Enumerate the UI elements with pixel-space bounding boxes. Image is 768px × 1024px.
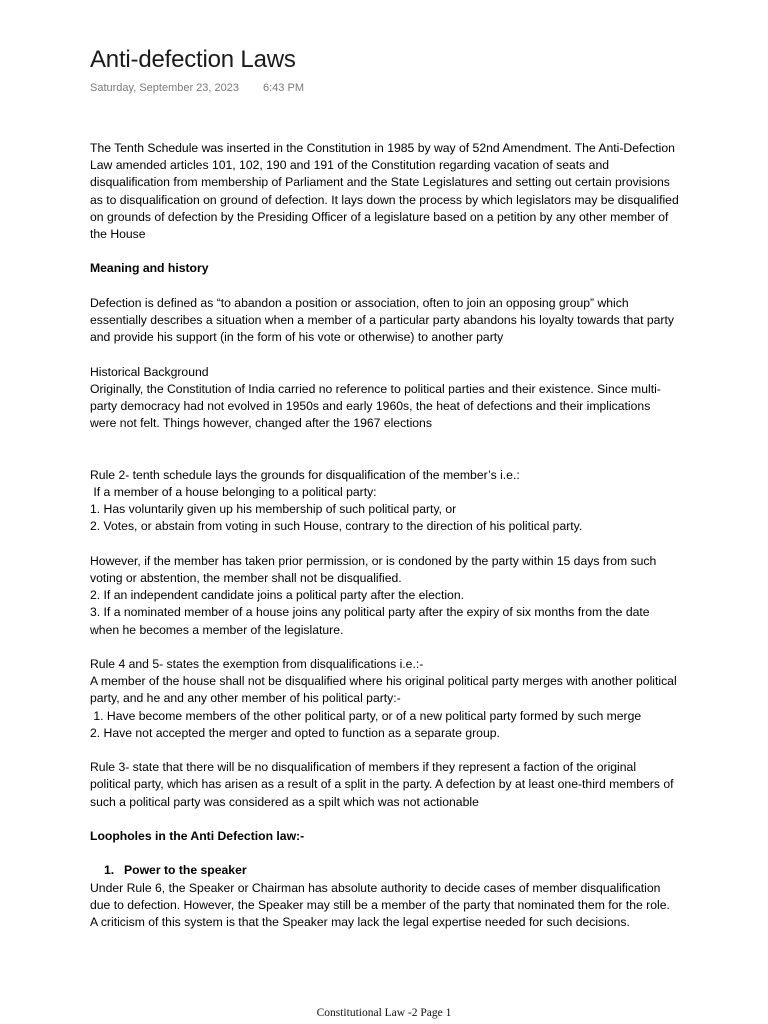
rule45-intro: Rule 4 and 5- states the exemption from disqualifications i.e.:-: [90, 657, 424, 671]
defection-definition: Defection is defined as “to abandon a position or association, often to join an opposing group” which essentially describes a situation when a member of a particular party abandons his loyalty towards that party and provide his support (in the form of his vote or otherwise) to another party: [90, 295, 674, 345]
loophole-1-number: 1.: [104, 863, 115, 878]
however-paragraph: However, if the member has taken prior permission, or is condoned by the party within 15 days from such voting or abstention, the member shall not be disqualified.: [90, 553, 657, 585]
page-footer: Constitutional Law -2 Page 1: [316, 1007, 452, 1019]
loophole-1-title: Power to the speaker: [124, 863, 247, 878]
rule45-paragraph: A member of the house shall not be disqualified where his original political party merges with another political party, and he and any other member of his political party:-: [90, 674, 677, 706]
note-time: 6:43 PM: [263, 82, 304, 94]
note-date: Saturday, September 23, 2023: [90, 82, 240, 94]
rule2-item-2: 2. Votes, or abstain from voting in such House, contrary to the direction of his political party.: [90, 519, 583, 534]
intro-paragraph: The Tenth Schedule was inserted in the Constitution in 1985 by way of 52nd Amendment. The Anti-Defection Law amended articles 101, 102, 190 and 191 of the Constitution regarding vacation of seats and disqualification from membership of Parliament and the State Legislatures and setting out certain provisions as to disqualification on ground of defection. It lays down the process by which legislators may be disqualified on grounds of defection by the Presiding Officer of a legislature based on a petition by any other member of the House: [90, 141, 679, 242]
historical-background-label: Historical Background: [90, 364, 209, 379]
rule2-intro: Rule 2- tenth schedule lays the grounds for disqualification of the member’s i.e.:: [90, 467, 520, 482]
rule45-item-1: 1. Have become members of the other political party, or of a new political party formed by such merge: [90, 708, 642, 723]
loophole-1-text: Under Rule 6, the Speaker or Chairman has absolute authority to decide cases of member disqualification due to defection. However, the Speaker may still be a member of the party that nominated them for the role. A criticism of this system is that the Speaker may lack the legal expertise needed for such decisions.: [90, 880, 670, 929]
rule2-sub: If a member of a house belonging to a political party:: [90, 485, 377, 499]
loophole-1-heading: [90, 862, 680, 879]
note-timestamp: [90, 82, 304, 94]
meaning-heading: Meaning and history: [90, 261, 209, 276]
historical-background-text: Originally, the Constitution of India carried no reference to political parties and their existence. Since multi-party democracy had not evolved in 1950s and early 1960s, the heat of defections and their implications were not felt. Things however, changed after the 1967 elections: [90, 381, 661, 431]
loopholes-heading: Loopholes in the Anti Defection law:-: [90, 829, 305, 843]
independent-candidate-item: 2. If an independent candidate joins a political party after the election.: [90, 588, 464, 603]
note-body: [90, 140, 680, 931]
nominated-member-item: 3. If a nominated member of a house joins any political party after the expiry of six months from the date when he becomes a member of the legislature.: [90, 605, 650, 637]
rule45-item-2: 2. Have not accepted the merger and opted to function as a separate group.: [90, 725, 500, 740]
rule3-paragraph: Rule 3- state that there will be no disqualification of members if they represent a faction of the original political party, which has arisen as a result of a split in the party. A defection by at least one-third members of such a political party was considered as a spilt which was not actionable: [90, 760, 674, 809]
page-title: Anti-defection Laws: [90, 46, 296, 73]
rule2-item-1: 1. Has voluntarily given up his membership of such political party, or: [90, 502, 457, 517]
